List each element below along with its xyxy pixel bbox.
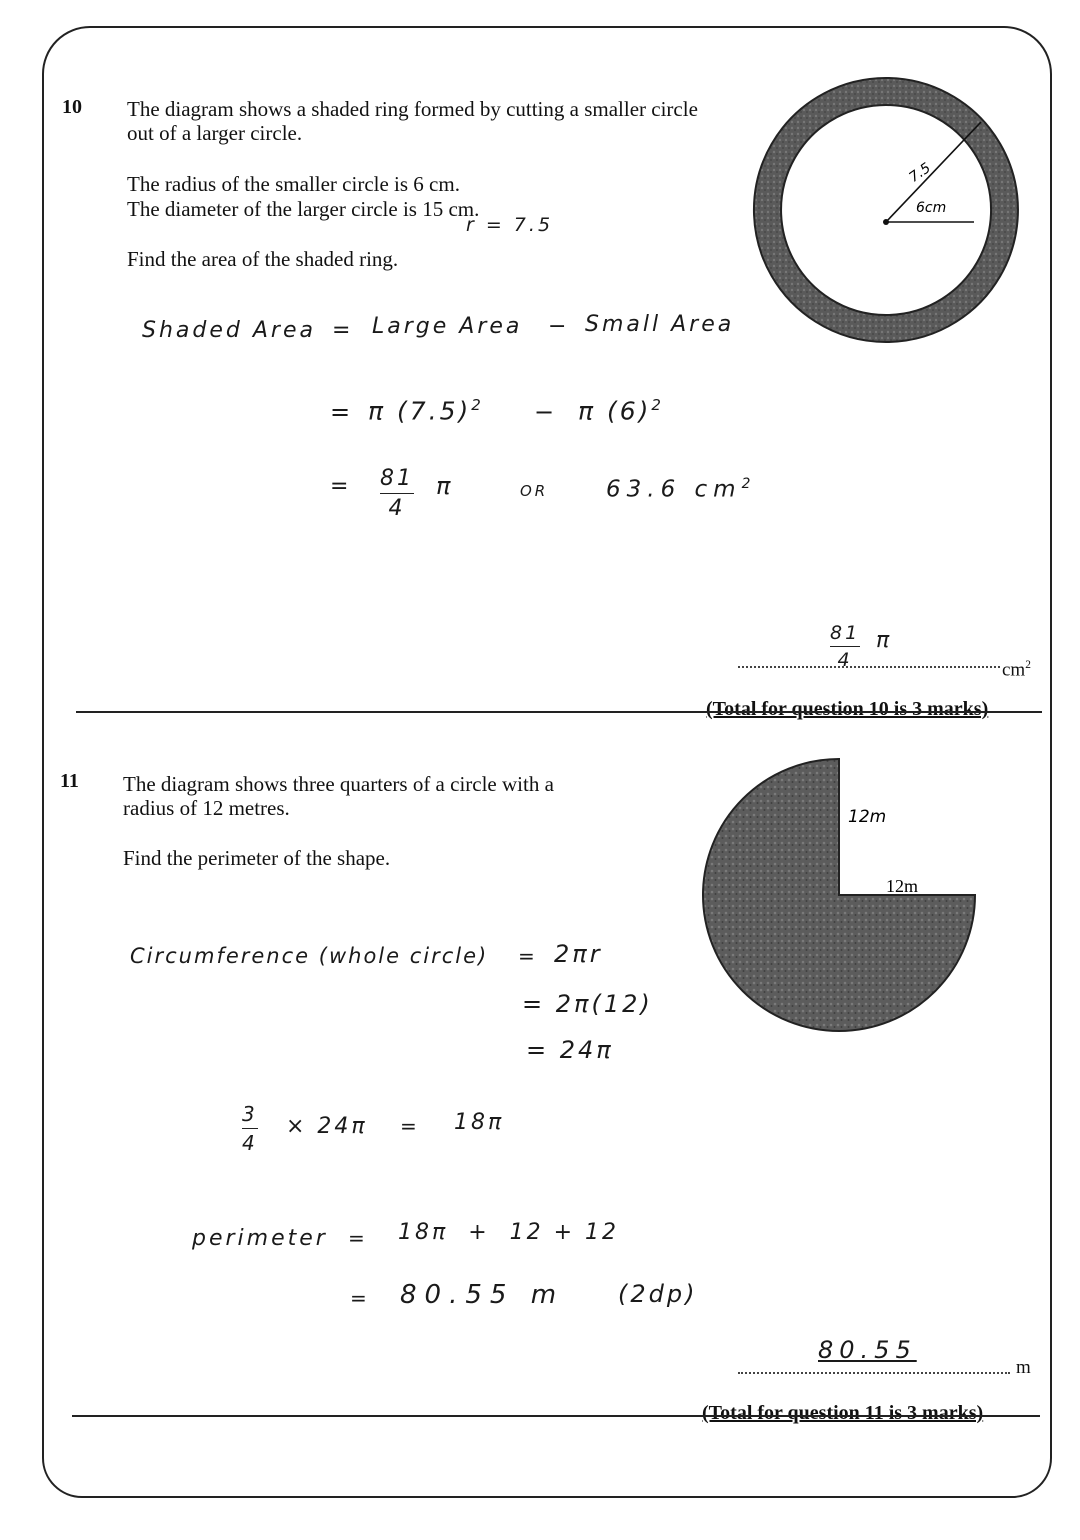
shaded-ring xyxy=(754,78,1018,342)
q11-divider xyxy=(72,1415,1040,1417)
q10-work-eq1: = xyxy=(332,318,354,343)
q10-work-large-area: Large Area xyxy=(372,314,523,339)
q10-answer-fraction: $\frac{81}{4}$ xyxy=(830,622,861,671)
q10-stem-line1: The diagram shows a shaded ring formed by cutting a smaller circle xyxy=(127,97,698,121)
horizontal-radius-label: 12m xyxy=(886,876,919,896)
q11-work-eq1: = xyxy=(518,944,538,968)
three-quarter-shape xyxy=(703,759,975,1031)
q10-given-line1: The radius of the smaller circle is 6 cm. xyxy=(127,172,460,196)
question-11-number: 11 xyxy=(60,770,79,792)
q10-work-small-area: Small Area xyxy=(585,312,735,337)
q11-answer-value: 80.55 xyxy=(818,1336,917,1364)
q11-work-times: × 24π xyxy=(286,1114,368,1139)
q10-work-fraction: $\frac{81}{4}$ xyxy=(380,466,414,521)
q10-total-marks: (Total for question 10 is 3 marks) xyxy=(706,698,989,720)
q10-work-minus1: − xyxy=(548,314,570,339)
q11-task: Find the perimeter of the shape. xyxy=(123,846,391,870)
q11-work-perim-value: 80.55 m xyxy=(400,1280,565,1310)
q10-work-shaded-area: Shaded Area xyxy=(142,318,316,343)
outer-radius-label: 7.5 xyxy=(906,160,934,186)
q10-stem-line2: out of a larger circle. xyxy=(127,121,303,145)
q11-work-circ-formula: 2πr xyxy=(554,940,603,968)
three-quarter-circle-diagram xyxy=(696,756,996,1056)
question-10-number: 10 xyxy=(62,96,82,118)
q10-work-pi: π xyxy=(436,472,454,500)
q10-work-or: OR xyxy=(520,482,549,500)
q10-note-radius: r = 7.5 xyxy=(466,214,554,236)
q11-work-18pi: 18π xyxy=(454,1110,505,1135)
q11-work-perimeter-label: perimeter xyxy=(192,1226,328,1251)
q10-answer-line xyxy=(738,622,1000,671)
ring-diagram xyxy=(748,72,1024,348)
q10-answer-pi: π xyxy=(876,628,893,653)
q11-work-perim2-eq: = xyxy=(350,1286,370,1310)
q10-answer-unit: $cm^2$ xyxy=(1002,659,1031,681)
q11-total-marks: (Total for question 11 is 3 marks) xyxy=(702,1402,984,1424)
vertical-radius-label: 12m xyxy=(848,807,887,827)
q11-answer-unit: m xyxy=(1016,1357,1031,1378)
q11-stem-line2: radius of 12 metres. xyxy=(123,796,290,820)
q10-work-decimal: 63.6 $cm^2$ xyxy=(606,476,757,503)
q11-work-perim-note: (2dp) xyxy=(618,1280,698,1308)
q11-work-circ-result: = 24π xyxy=(526,1036,614,1064)
q10-work-pi-7-5: π $(7.5)^2$ xyxy=(368,396,484,426)
q11-work-eq2: = xyxy=(400,1114,420,1138)
q10-task: Find the area of the shaded ring. xyxy=(127,247,399,271)
inner-radius-label: 6cm xyxy=(916,200,947,216)
q10-work-eq3: = xyxy=(330,474,352,499)
q10-work-pi-6: π $(6)^2$ xyxy=(578,396,664,426)
q11-answer-line xyxy=(738,1336,1010,1374)
q10-work-eq2: = xyxy=(330,398,354,426)
q11-work-circ-sub: = 2π(12) xyxy=(522,990,653,1018)
q11-work-fraction: $\frac{3}{4}$ xyxy=(242,1102,258,1155)
q10-divider xyxy=(76,711,1042,713)
centre-point xyxy=(883,219,889,225)
q10-work-minus2: − xyxy=(534,398,558,426)
q11-work-perim-expr: 18π + 12 + 12 xyxy=(398,1220,620,1245)
q11-work-perim-eq: = xyxy=(348,1226,368,1250)
q10-given-line2: The diameter of the larger circle is 15 cm. xyxy=(127,197,480,221)
q11-stem-line1: The diagram shows three quarters of a circle with a xyxy=(123,772,554,796)
q11-work-circ-label: Circumference (whole circle) xyxy=(130,944,489,968)
